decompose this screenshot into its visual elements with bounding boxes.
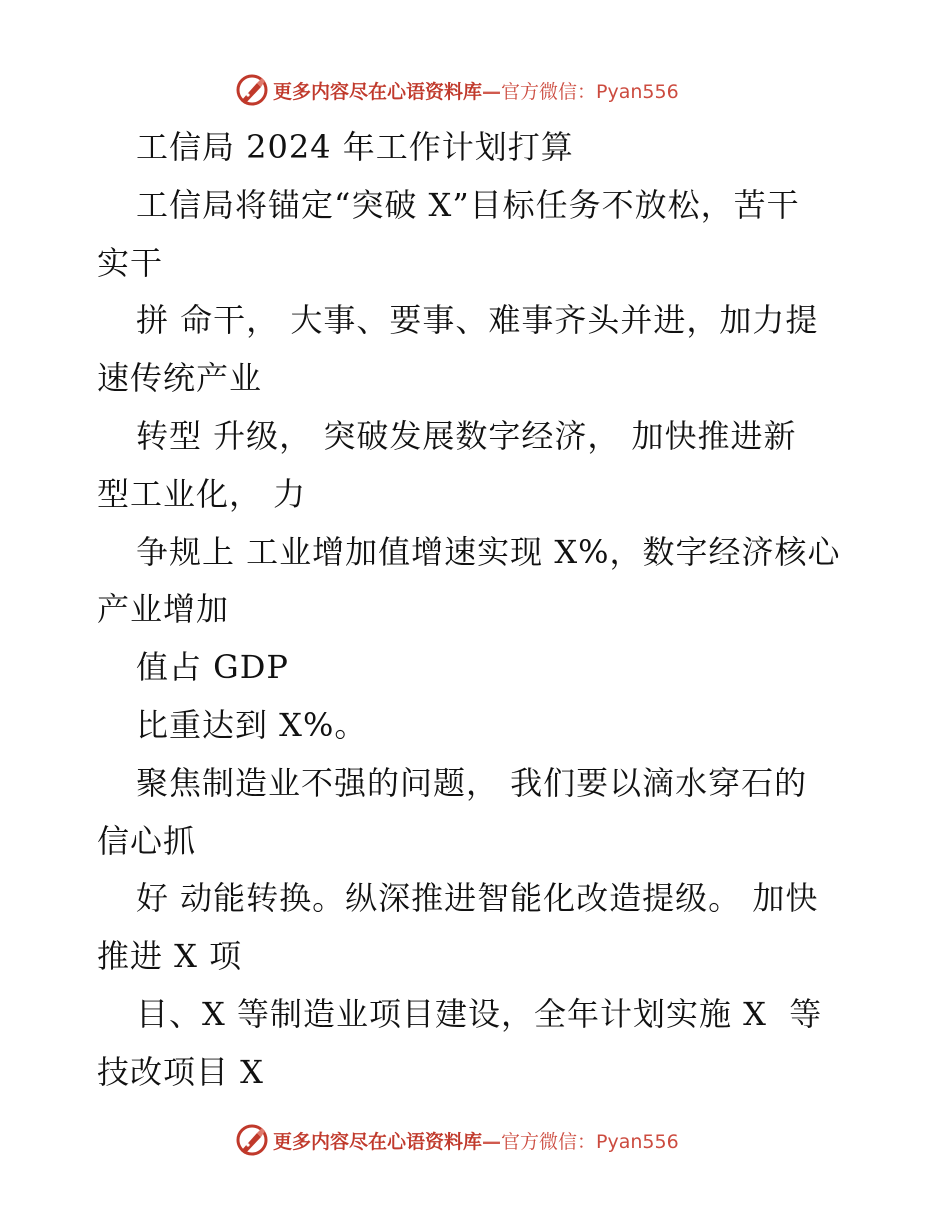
text-line: 争规上 工业增加值增速实现 X%，数字经济核心 (136, 532, 841, 571)
text-line: 比重达到 X%。 (136, 705, 368, 744)
watermark-separator: — (482, 1130, 502, 1153)
text-line: 推进 X 项 (97, 937, 243, 976)
text-line: 信心抓 (97, 821, 197, 860)
watermark-text: 更多内容尽在心语资料库 (273, 80, 483, 103)
document-body (97, 119, 857, 1102)
text-line: 拼 命干， 大事、要事、难事齐头并进，加力提 (136, 301, 819, 340)
text-line: 工信局将锚定“突破 X”目标任务不放松，苦干 (136, 185, 800, 224)
watermark-text: 更多内容尽在心语资料库 (273, 1130, 483, 1153)
text-line: 型工业化， 力 (97, 474, 307, 513)
document-title: 工信局 2024 年工作计划打算 (136, 128, 574, 166)
watermark-contact: 官方微信：Pyan556 (501, 1130, 679, 1153)
text-line: 速传统产业 (97, 359, 263, 398)
text-line: 目、X 等制造业项目建设，全年计划实施 X 等 (136, 994, 823, 1033)
watermark-contact: 官方微信：Pyan556 (501, 80, 679, 103)
watermark-banner-bottom (235, 1122, 679, 1158)
text-line: 好 动能转换。纵深推进智能化改造提级。 加快 (136, 879, 819, 918)
text-line: 值占 GDP (136, 648, 289, 687)
pen-logo-icon (235, 73, 269, 107)
pen-logo-icon (235, 1123, 269, 1157)
watermark-banner-top (235, 72, 679, 108)
watermark-separator: — (482, 80, 502, 103)
text-line: 实干 (97, 243, 164, 282)
text-line: 聚焦制造业不强的问题， 我们要以滴水穿石的 (136, 763, 808, 802)
text-line: 转型 升级， 突破发展数字经济， 加快推进新 (136, 416, 797, 455)
text-line: 技改项目 X (97, 1052, 264, 1091)
text-line: 产业增加 (97, 590, 230, 629)
